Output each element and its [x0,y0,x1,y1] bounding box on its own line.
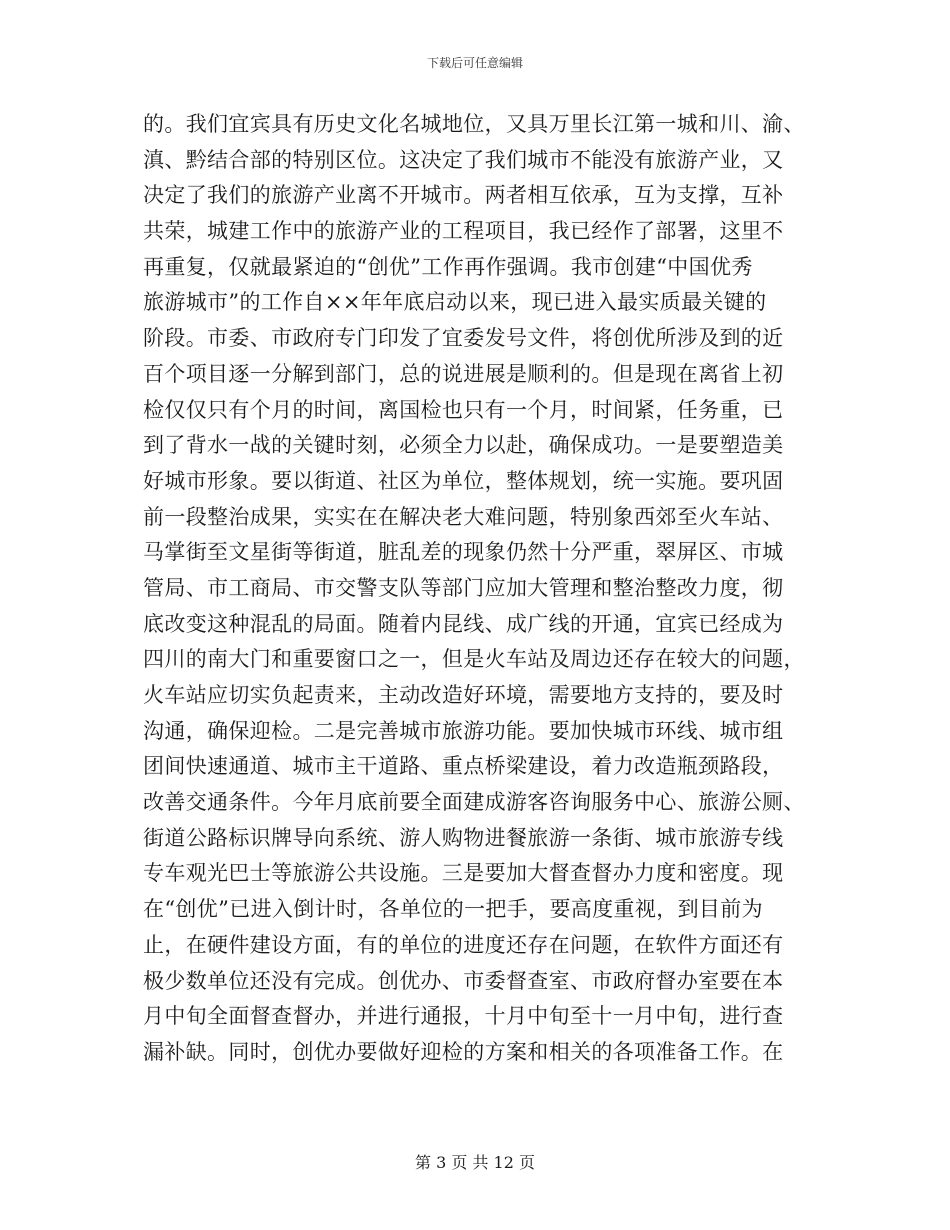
body-line: 四川的南大门和重要窗口之一，但是火车站及周边还存在较大的问题， [143,647,805,672]
body-line: 改善交通条件。今年月底前要全面建成游客咨询服务中心、旅游公厕、 [143,790,805,815]
body-line: 在“创优”已进入倒计时，各单位的一把手，要高度重视，到目前为 [143,897,763,922]
header-note: 下载后可任意编辑 [426,56,523,70]
body-line: 到了背水一战的关键时刻，必须全力以赴，确保成功。一是要塑造美 [143,433,784,458]
body-line: 前一段整治成果，实实在在解决老大难问题，特别象西郊至火车站、 [143,504,784,529]
body-line: 马掌街至文星街等街道，脏乱差的现象仍然十分严重，翠屏区、市城 [143,540,784,565]
body-line: 月中旬全面督查督办，并进行通报，十月中旬至十一月中旬，进行查 [143,1004,784,1029]
body-line: 百个项目逐一分解到部门，总的说进展是顺利的。但是现在离省上初 [143,361,784,386]
body-line: 火车站应切实负起责来，主动改造好环境，需要地方支持的，要及时 [143,683,784,707]
body-line: 街道公路标识牌导向系统、游人购物进餐旅游一条街、城市旅游专线 [143,825,784,850]
body-line: 决定了我们的旅游产业离不开城市。两者相互依承，互为支撑，互补 [143,183,784,208]
body-line: 管局、市工商局、市交警支队等部门应加大管理和整治整改力度，彻 [143,575,784,600]
body-line: 再重复，仅就最紧迫的“创优”工作再作强调。我市创建“中国优秀 [143,254,753,279]
body-line: 共荣，城建工作中的旅游产业的工程项目，我已经作了部署，这里不 [143,219,784,244]
body-line: 团间快速通道、城市主干道路、重点桥梁建设，着力改造瓶颈路段， [143,754,784,779]
body-line: 专车观光巴士等旅游公共设施。三是要加大督查督办力度和密度。现 [143,861,784,886]
body-line: 底改变这种混乱的局面。随着内昆线、成广线的开通，宜宾已经成为 [143,611,784,636]
page-number-footer: 第 3 页 共 12 页 [415,1153,535,1172]
body-line: 好城市形象。要以街道、社区为单位，整体规划，统一实施。要巩固 [143,468,784,493]
body-line: 沟通，确保迎检。二是完善城市旅游功能。要加快城市环线、城市组 [143,718,784,743]
body-line: 旅游城市”的工作自××年年底启动以来，现已进入最实质最关键的 [143,290,767,315]
body-line: 阶段。市委、市政府专门印发了宜委发号文件，将创优所涉及到的近 [143,326,784,351]
body-line: 极少数单位还没有完成。创优办、市委督查室、市政府督办室要在本 [143,968,784,993]
body-line: 检仅仅只有个月的时间，离国检也只有一个月，时间紧，任务重，已 [143,397,784,422]
body-line: 漏补缺。同时，创优办要做好迎检的方案和相关的各项准备工作。在 [143,1039,784,1064]
body-line: 的。我们宜宾具有历史文化名城地位，又具万里长江第一城和川、渝、 [143,112,805,136]
body-text [143,107,823,1071]
body-line: 滇、黔结合部的特别区位。这决定了我们城市不能没有旅游产业，又 [143,147,784,172]
body-line: 止，在硬件建设方面，有的单位的进度还存在问题，在软件方面还有 [143,932,784,957]
